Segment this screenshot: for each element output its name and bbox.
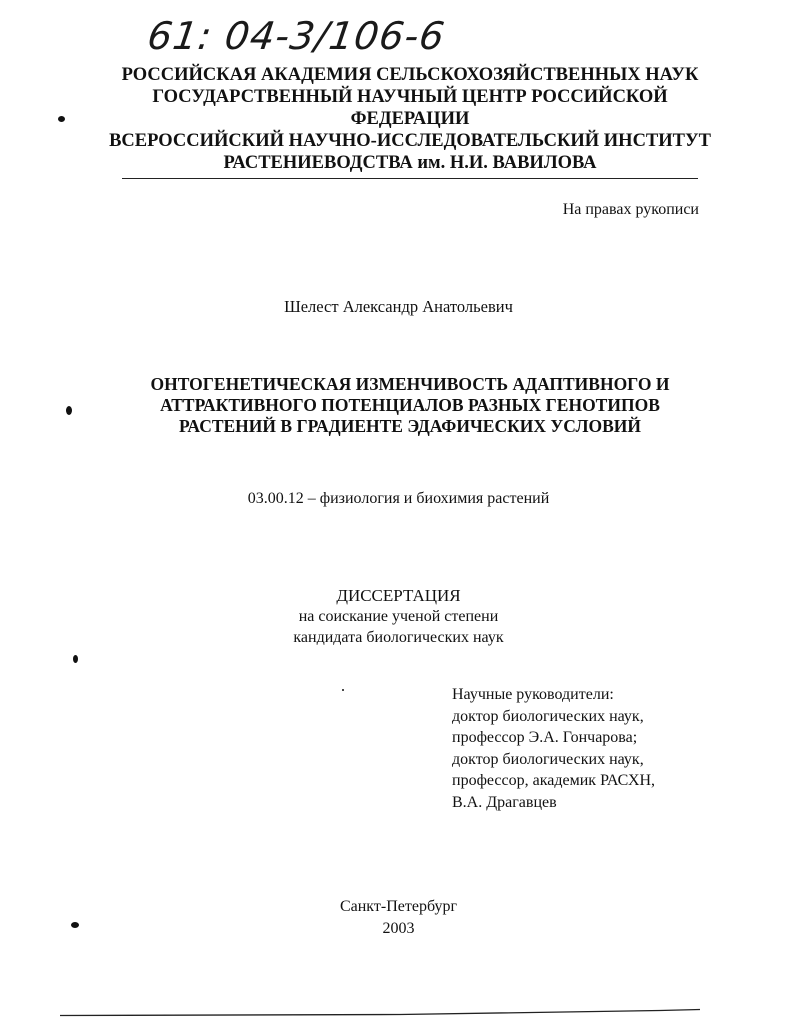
- header-divider: [122, 178, 698, 179]
- advisors-block: [452, 684, 655, 813]
- org-line-4: ВСЕРОССИЙСКИЙ НАУЧНО-ИССЛЕДОВАТЕЛЬСКИЙ ИНСТИТУТ: [109, 131, 711, 151]
- dissertation-title: [80, 374, 740, 437]
- advisor-line-5: профессор, академик РАСХН,: [452, 772, 656, 789]
- handwritten-archive-code: 61: 04-3/106-6: [144, 14, 448, 58]
- place-and-year: [0, 896, 797, 939]
- author-name: Шелест Александр Анатольевич: [284, 297, 513, 316]
- advisor-line-3: профессор Э.А. Гончарова;: [452, 729, 638, 746]
- specialty-code: 03.00.12 – физиология и биохимия растений: [247, 490, 550, 507]
- year: 2003: [382, 919, 415, 937]
- city: Санкт-Петербург: [339, 898, 458, 915]
- scan-mark: [58, 116, 65, 122]
- scan-mark: [71, 922, 79, 928]
- scan-edge-line: [0, 1003, 797, 1023]
- dissertation-block: [0, 585, 797, 648]
- org-line-3: ФЕДЕРАЦИИ: [350, 109, 470, 129]
- org-line-2: ГОСУДАРСТВЕННЫЙ НАУЧНЫЙ ЦЕНТР РОССИЙСКОЙ: [152, 87, 668, 107]
- dissertation-heading: ДИССЕРТАЦИЯ: [336, 586, 461, 605]
- dissertation-line-1: на соискание ученой степени: [298, 608, 499, 625]
- scan-mark: [73, 655, 78, 663]
- advisor-line-2: доктор биологических наук,: [452, 707, 644, 725]
- scan-mark: [66, 406, 72, 415]
- dissertation-line-2: кандидата биологических наук: [293, 629, 504, 646]
- org-line-5: РАСТЕНИЕВОДСТВА им. Н.И. ВАВИЛОВА: [223, 153, 597, 173]
- title-line-2: АТТРАКТИВНОГО ПОТЕНЦИАЛОВ РАЗНЫХ ГЕНОТИПОВ: [160, 395, 660, 415]
- scan-mark: [342, 689, 344, 691]
- organization-header: [80, 64, 740, 174]
- advisor-line-6: В.А. Драгавцев: [452, 793, 557, 811]
- advisor-line-4: доктор биологических наук,: [452, 750, 644, 768]
- title-line-1: ОНТОГЕНЕТИЧЕСКАЯ ИЗМЕНЧИВОСТЬ АДАПТИВНОГО И: [150, 374, 670, 394]
- title-line-3: РАСТЕНИЙ В ГРАДИЕНТЕ ЭДАФИЧЕСКИХ УСЛОВИЙ: [178, 416, 641, 436]
- manuscript-rights: На правах рукописи: [562, 201, 699, 218]
- advisor-line-1: Научные руководители:: [452, 686, 614, 703]
- org-line-1: РОССИЙСКАЯ АКАДЕМИЯ СЕЛЬСКОХОЗЯЙСТВЕННЫХ НАУК: [121, 65, 699, 85]
